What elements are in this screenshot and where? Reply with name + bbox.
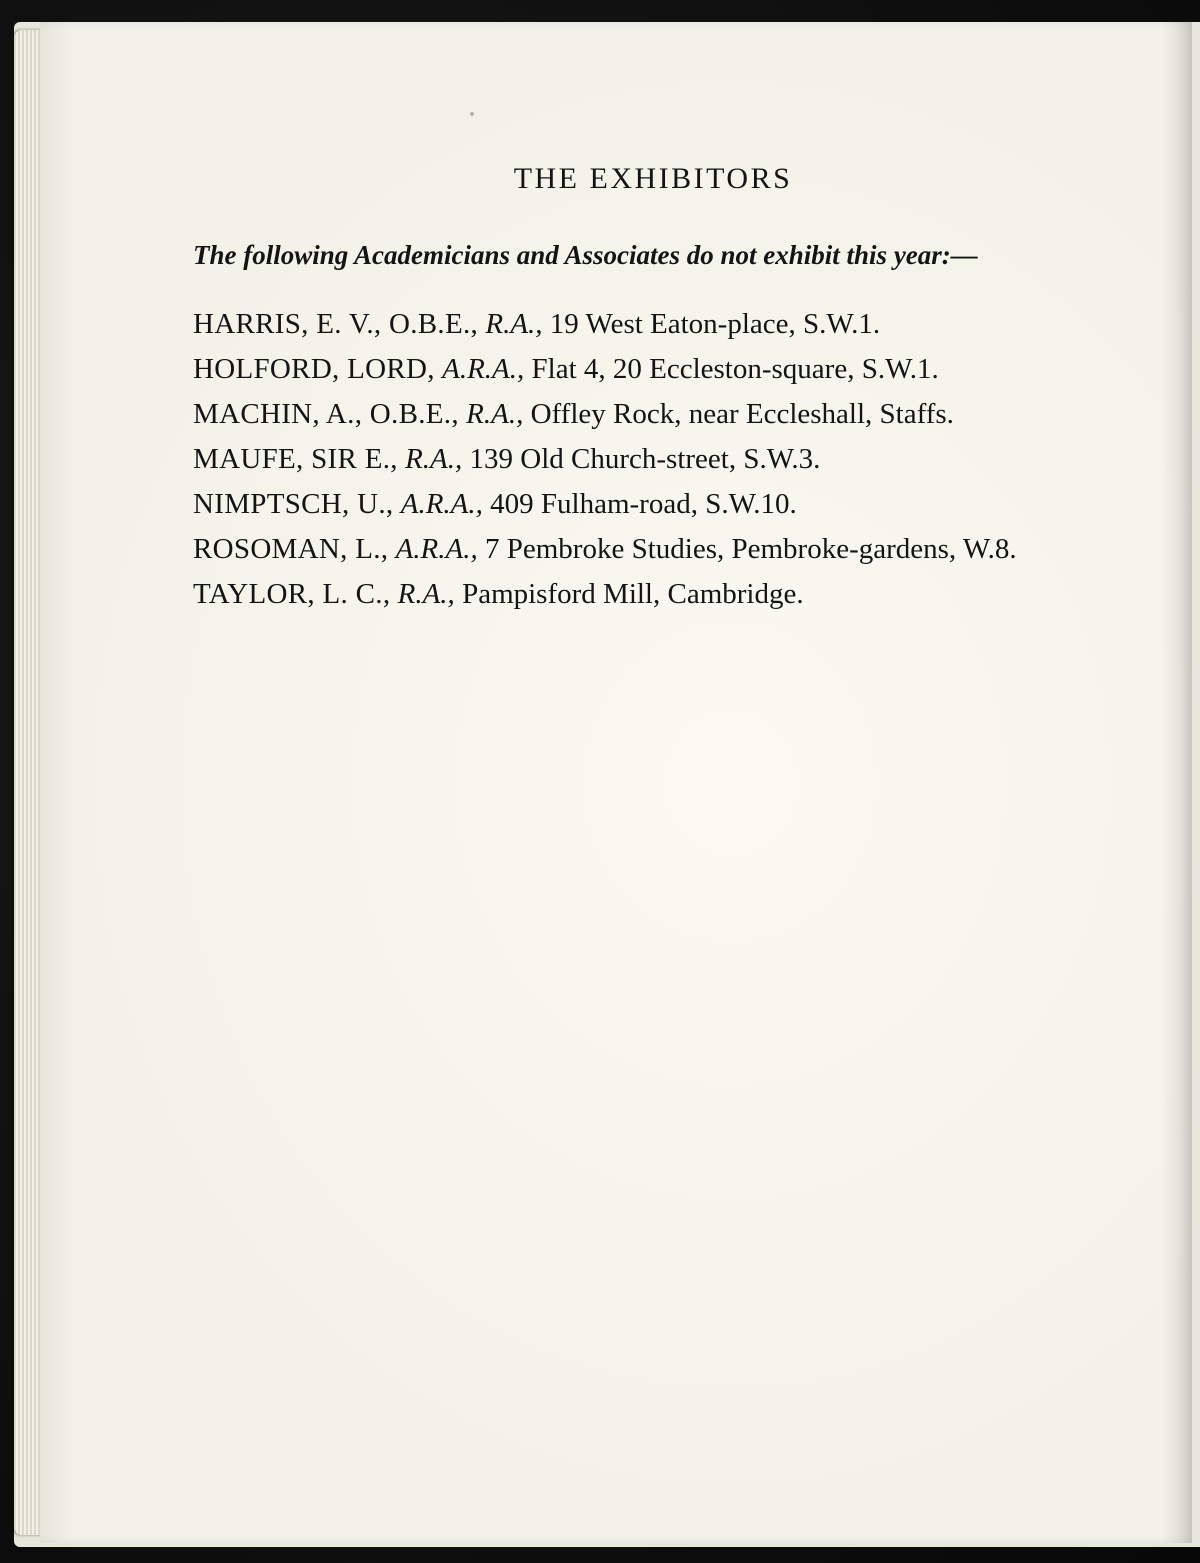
entry-rank: A.R.A.,	[442, 353, 525, 385]
entry-name: HARRIS, E. V., O.B.E.,	[193, 308, 479, 340]
entry-name: ROSOMAN, L.,	[193, 533, 389, 565]
page-title: THE EXHIBITORS	[513, 162, 793, 195]
spine-shadow	[1162, 22, 1192, 1543]
paper-speck	[470, 112, 474, 116]
entry-rank: R.A.,	[485, 308, 543, 340]
entry-address: 139 Old Church-street, S.W.3.	[469, 443, 821, 475]
page-content	[193, 162, 1133, 622]
entry-rank: A.R.A.,	[400, 488, 483, 520]
list-item	[193, 487, 1133, 522]
list-item	[193, 442, 1133, 477]
entry-address: Offley Rock, near Eccleshall, Staffs.	[530, 398, 954, 430]
entry-name: NIMPTSCH, U.,	[193, 488, 394, 520]
list-item	[193, 397, 1133, 432]
list-item	[193, 577, 1133, 612]
entry-rank: R.A.,	[405, 443, 463, 475]
entry-address: 409 Fulham-road, S.W.10.	[490, 488, 797, 520]
entry-address: Flat 4, 20 Eccleston-square, S.W.1.	[531, 353, 939, 385]
entry-name: HOLFORD, LORD,	[193, 353, 435, 385]
entry-name: MAUFE, SIR E.,	[193, 443, 398, 475]
entry-address: 7 Pembroke Studies, Pembroke-gardens, W.8.	[485, 533, 1017, 565]
entry-name: TAYLOR, L. C.,	[193, 578, 391, 610]
entry-address: 19 West Eaton-place, S.W.1.	[549, 308, 881, 340]
entry-address: Pampisford Mill, Cambridge.	[462, 578, 804, 610]
entry-rank: R.A.,	[397, 578, 455, 610]
list-item	[193, 307, 1133, 342]
exhibitor-list	[193, 307, 1133, 612]
entry-rank: R.A.,	[466, 398, 524, 430]
book-page	[40, 22, 1192, 1543]
list-item	[193, 352, 1133, 387]
entry-rank: A.R.A.,	[395, 533, 478, 565]
intro-text: The following Academicians and Associates do not exhibit this year:—	[193, 240, 978, 270]
list-item	[193, 532, 1133, 567]
entry-name: MACHIN, A., O.B.E.,	[193, 398, 459, 430]
